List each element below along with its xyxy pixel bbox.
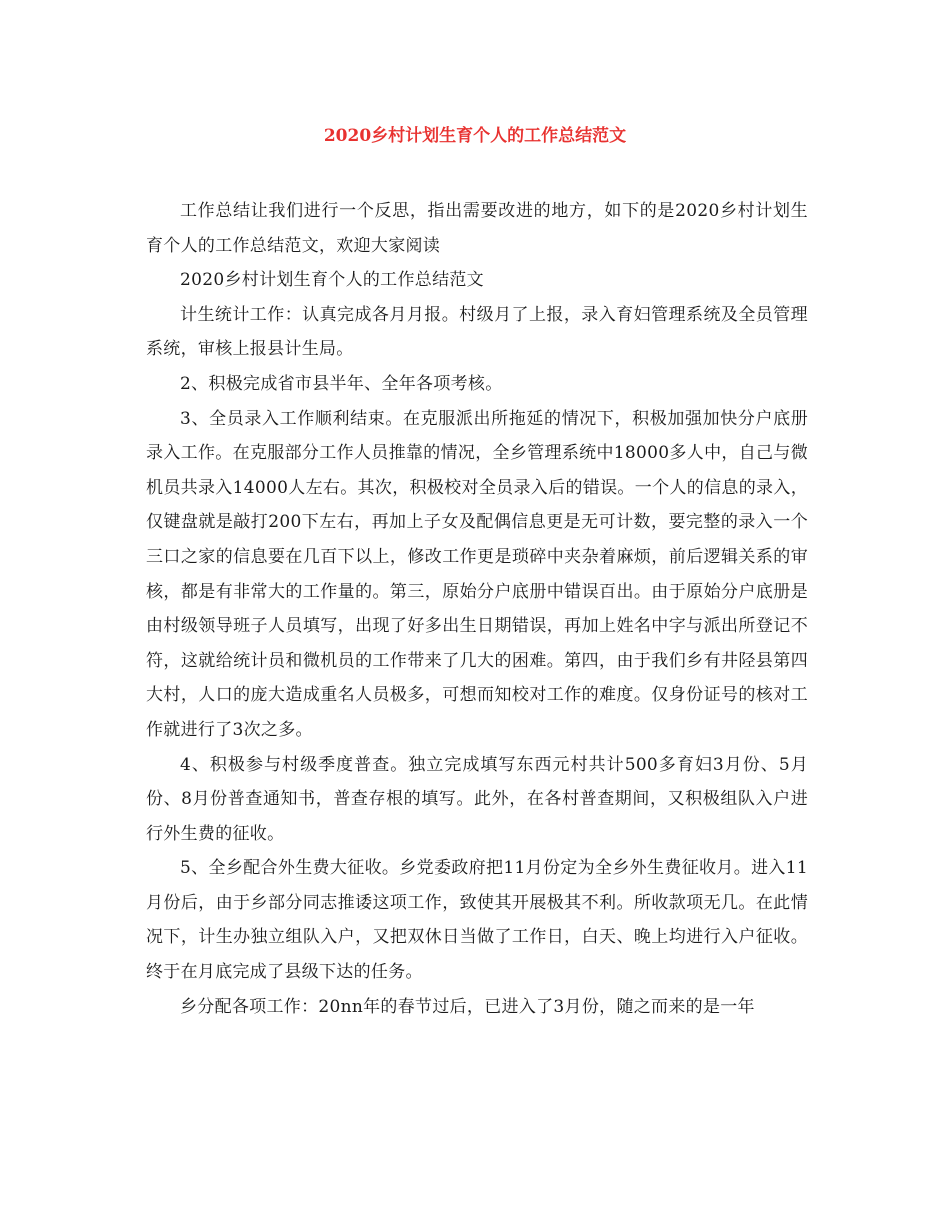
paragraph-subtitle: 2020乡村计划生育个人的工作总结范文 [180, 270, 484, 291]
paragraph-intro: 工作总结让我们进行一个反思，指出需要改进的地方，如下的是2020乡村计划生育个人的工作总结范文，欢迎大家阅读 [146, 201, 808, 256]
paragraph-assigned-work: 乡分配各项工作：20nn年的春节过后，已进入了3月份，随之而来的是一年 [180, 996, 755, 1017]
document-body [146, 194, 808, 1024]
paragraph-item-2: 2、积极完成省市县半年、全年各项考核。 [180, 373, 503, 394]
document-title: 2020乡村计划生育个人的工作总结范文 [323, 126, 627, 146]
paragraph-item-3: 3、全员录入工作顺利结束。在克服派出所拖延的情况下，积极加强加快分户底册录入工作。在克服部分工作人员推靠的情况，全乡管理系统中18000多人中，自己与微机员共录入14000人左右。其次，积极校对全员录入后的错误。一个人的信息的录入，仅键盘就是敲打200下左右，再加上子女及配偶信息更是无可计数，要完整的录入一个三口之家的信息要在几百下以上，修改工作更是琐碎中夹杂着麻烦，前后逻辑关系的审核，都是有非常大的工作量的。第三，原始分户底册中错误百出。由于原始分户底册是由村级领导班子人员填写，出现了好多出生日期错误，再加上姓名中字与派出所登记不符，这就给统计员和微机员的工作带来了几大的困难。第四，由于我们乡有井陉县第四大村，人口的庞大造成重名人员极多，可想而知校对工作的难度。仅身份证号的核对工作就进行了3次之多。 [146, 408, 808, 740]
paragraph-item-4: 4、积极参与村级季度普查。独立完成填写东西元村共计500多育妇3月份、5月份、8月份普查通知书，普查存根的填写。此外，在各村普查期间，又积极组队入户进行外生费的征收。 [146, 754, 808, 844]
paragraph-item-5: 5、全乡配合外生费大征收。乡党委政府把11月份定为全乡外生费征收月。进入11月份后，由于乡部分同志推诿这项工作，致使其开展极其不利。所收款项无几。在此情况下，计生办独立组队入户，又把双休日当做了工作日，白天、晚上均进行入户征收。终于在月底完成了县级下达的任务。 [146, 858, 808, 983]
paragraph-statistics-work: 计生统计工作：认真完成各月月报。村级月了上报，录入育妇管理系统及全员管理系统，审核上报县计生局。 [146, 304, 808, 360]
